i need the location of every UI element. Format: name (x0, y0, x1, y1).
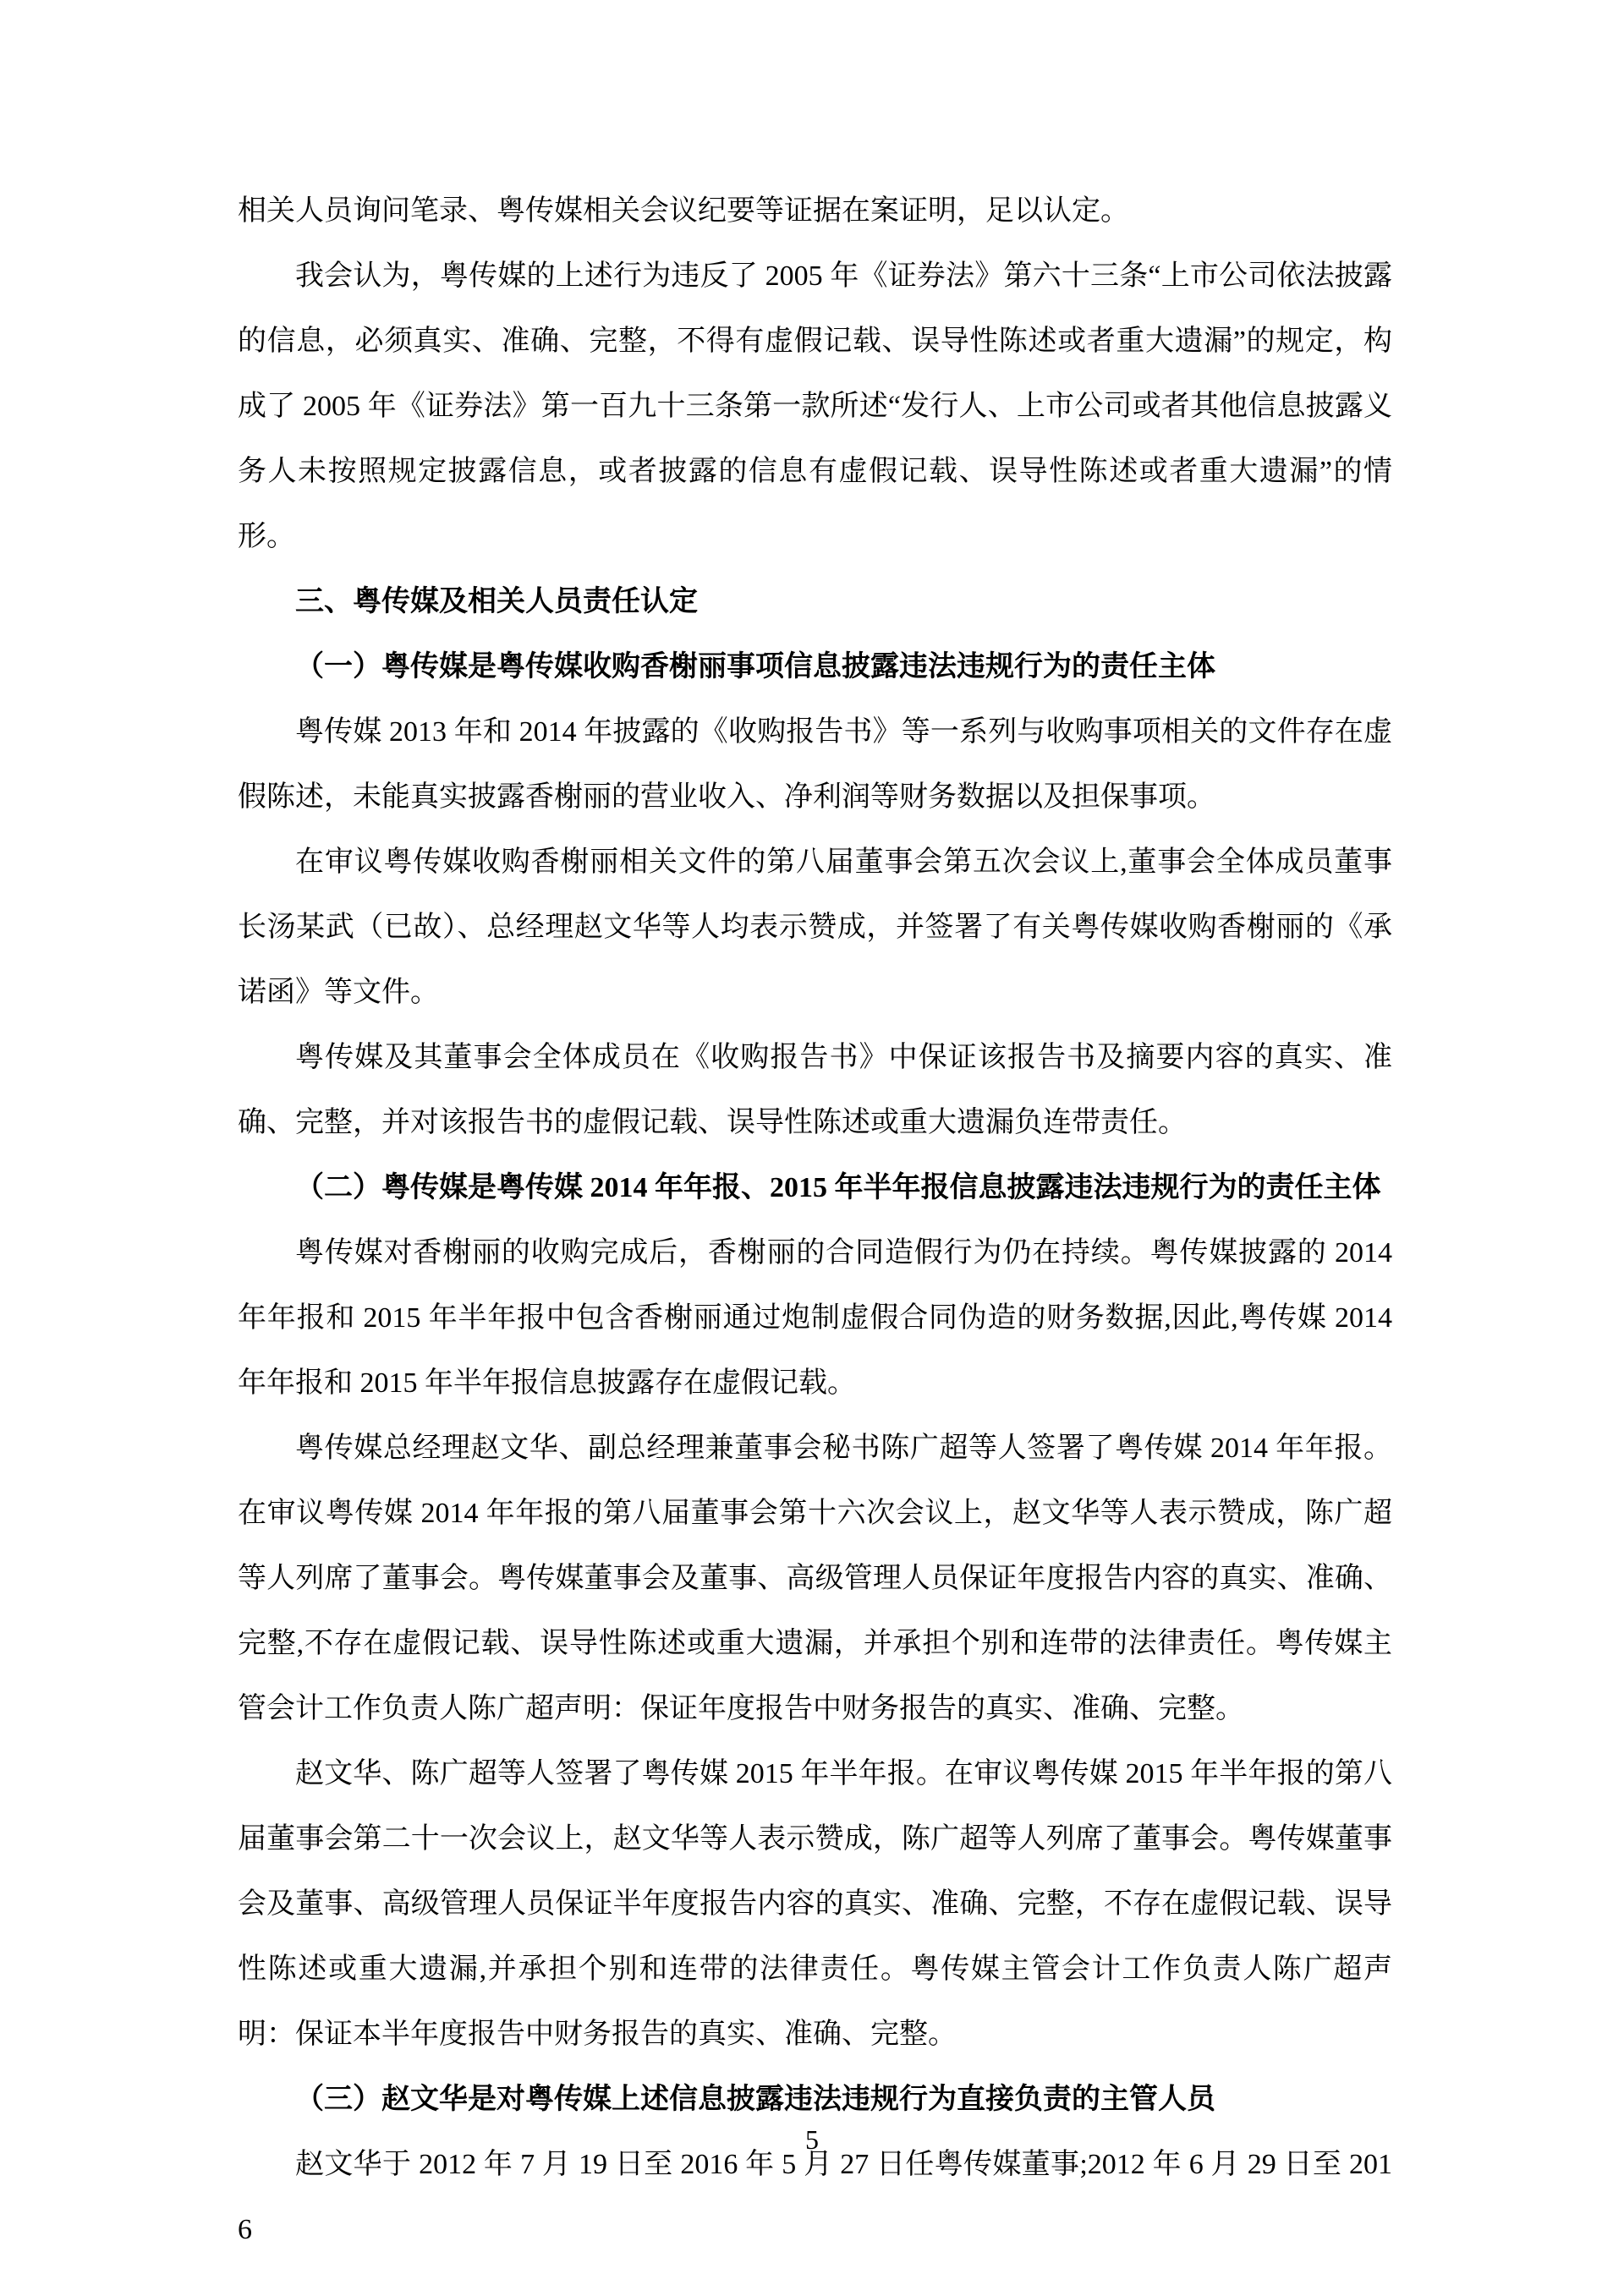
section-heading: 三、粤传媒及相关人员责任认定 (295, 586, 698, 617)
section-heading: （三）赵文华是对粤传媒上述信息披露违法违规行为直接负责的主管人员 (295, 2084, 1215, 2115)
paragraph: 相关人员询问笔录、粤传媒相关会议纪要等证据在案证明，足以认定。 (238, 195, 1129, 227)
paragraph: 在审议粤传媒收购香榭丽相关文件的第八届董事会第五次会议上,董事会全体成员董事长汤某武（已故）、总经理赵文华等人均表示赞成，并签署了有关粤传媒收购香榭丽的《承诺函》等文件。 (238, 847, 1392, 1008)
paragraph: 粤传媒总经理赵文华、副总经理兼董事会秘书陈广超等人签署了粤传媒 2014 年年报。在审议粤传媒 2014 年年报的第八届董事会第十六次会议上，赵文华等人表示赞成，陈广超等人列席了董事会。粤传媒董事会及董事、高级管理人员保证年度报告内容的真实、准确、完整,不存在虚假记载、误导性陈述或重大遗漏，并承担个别和连带的法律责任。粤传媒主管会计工作负责人陈广超声明：保证年度报告中财务报告的真实、准确、完整。 (238, 1433, 1392, 1724)
paragraph: 我会认为，粤传媒的上述行为违反了 2005 年《证券法》第六十三条“上市公司依法披露的信息，必须真实、准确、完整，不得有虚假记载、误导性陈述或者重大遗漏”的规定，构成了 2005 年《证券法》第一百九十三条第一款所述“发行人、上市公司或者其他信息披露义务人未按照规定披露信息，或者披露的信息有虚假记载、误导性陈述或者重大遗漏”的情形。 (238, 260, 1392, 552)
paragraph: 粤传媒及其董事会全体成员在《收购报告书》中保证该报告书及摘要内容的真实、准确、完整，并对该报告书的虚假记载、误导性陈述或重大遗漏负连带责任。 (238, 1042, 1392, 1138)
section-heading: （一）粤传媒是粤传媒收购香榭丽事项信息披露违法违规行为的责任主体 (295, 651, 1215, 682)
section-heading: （二）粤传媒是粤传媒 2014 年年报、2015 年半年报信息披露违法违规行为的责任主体 (295, 1172, 1381, 1203)
paragraph: 赵文华于 2012 年 7 月 19 日至 2016 年 5 月 27 日任粤传媒董事;2012 年 6 月 29 日至 2016 (238, 2149, 1392, 2245)
paragraph: 粤传媒 2013 年和 2014 年披露的《收购报告书》等一系列与收购事项相关的文件存在虚假陈述，未能真实披露香榭丽的营业收入、净利润等财务数据以及担保事项。 (238, 716, 1392, 813)
paragraph: 粤传媒对香榭丽的收购完成后，香榭丽的合同造假行为仍在持续。粤传媒披露的 2014 年年报和 2015 年半年报中包含香榭丽通过炮制虚假合同伪造的财务数据,因此,粤传媒 2014 年年报和 2015 年半年报信息披露存在虚假记载。 (238, 1237, 1392, 1399)
page-number: 5 (805, 2124, 819, 2155)
document-body (238, 178, 1392, 2262)
paragraph: 赵文华、陈广超等人签署了粤传媒 2015 年半年报。在审议粤传媒 2015 年半年报的第八届董事会第二十一次会议上，赵文华等人表示赞成，陈广超等人列席了董事会。粤传媒董事会及董事、高级管理人员保证半年度报告内容的真实、准确、完整，不存在虚假记载、误导性陈述或重大遗漏,并承担个别和连带的法律责任。粤传媒主管会计工作负责人陈广超声明：保证本半年度报告中财务报告的真实、准确、完整。 (238, 1758, 1392, 2050)
